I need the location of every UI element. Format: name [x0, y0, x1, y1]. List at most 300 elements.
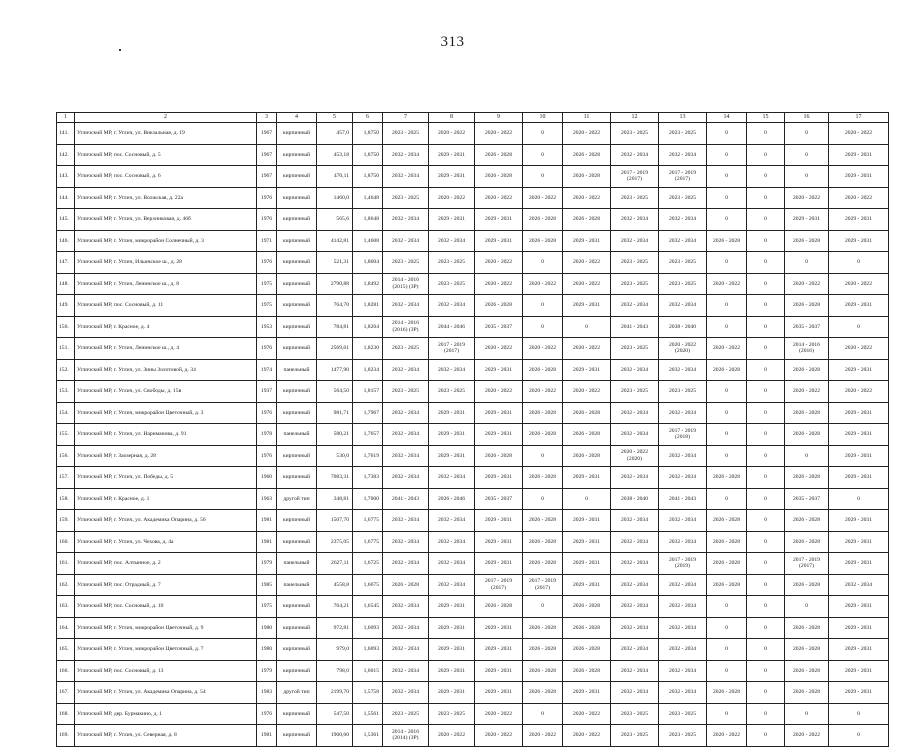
coefficient-cell: 1,7967 — [353, 402, 383, 424]
scan-speck — [119, 49, 121, 51]
table-row — [57, 338, 889, 360]
period-col-10-cell: 2026 - 2028 — [523, 617, 563, 639]
period-col-16-cell: 2026 - 2028 — [785, 660, 829, 682]
period-col-7-cell: 2032 - 2034 — [383, 424, 429, 446]
table-row — [57, 295, 889, 317]
period-col-17-cell: 0 — [829, 316, 889, 338]
period-col-13-cell: 2017 - 2019 (2019) — [659, 553, 707, 575]
period-col-9-cell: 2026 - 2028 — [475, 144, 523, 166]
period-col-9-cell: 2020 - 2022 — [475, 338, 523, 360]
period-col-8-cell: 2023 - 2025 — [429, 252, 475, 274]
period-col-14-cell: 0 — [707, 445, 747, 467]
period-col-10-cell: 0 — [523, 703, 563, 725]
period-col-15-cell: 0 — [747, 639, 785, 661]
coefficient-cell: 1,5561 — [353, 703, 383, 725]
row-number-cell: 151. — [57, 338, 75, 360]
period-col-11-cell: 2026 - 2028 — [563, 639, 611, 661]
period-col-13-cell: 2032 - 2034 — [659, 445, 707, 467]
period-col-17-cell: 2029 - 2031 — [829, 144, 889, 166]
row-number-cell: 146. — [57, 230, 75, 252]
table-row — [57, 682, 889, 704]
area-cell: 1960,60 — [317, 725, 353, 747]
table-row — [57, 230, 889, 252]
coefficient-cell: 1,8750 — [353, 166, 383, 188]
period-col-13-cell: 2032 - 2034 — [659, 209, 707, 231]
coefficient-cell: 1,6775 — [353, 510, 383, 532]
period-col-14-cell: 2026 - 2028 — [707, 682, 747, 704]
area-cell: 348,81 — [317, 488, 353, 510]
row-number-cell: 149. — [57, 295, 75, 317]
period-col-9-cell: 2026 - 2028 — [475, 166, 523, 188]
period-col-17-cell: 2029 - 2031 — [829, 553, 889, 575]
period-col-7-cell: 2032 - 2034 — [383, 617, 429, 639]
period-col-10-cell: 2026 - 2028 — [523, 639, 563, 661]
period-col-9-cell: 2020 - 2022 — [475, 381, 523, 403]
period-col-9-cell: 2029 - 2031 — [475, 209, 523, 231]
row-number-cell: 159. — [57, 510, 75, 532]
period-col-10-cell: 2026 - 2028 — [523, 209, 563, 231]
period-col-13-cell: 2032 - 2034 — [659, 230, 707, 252]
period-col-13-cell: 2032 - 2034 — [659, 467, 707, 489]
period-col-8-cell: 2029 - 2031 — [429, 617, 475, 639]
period-col-9-cell: 2029 - 2031 — [475, 617, 523, 639]
period-col-14-cell: 0 — [707, 381, 747, 403]
period-col-10-cell: 2020 - 2022 — [523, 381, 563, 403]
table-row — [57, 402, 889, 424]
wall-material-cell: другой тип — [277, 488, 317, 510]
address-cell: Угличский МР, пос. Сосновый, д. 10 — [75, 596, 257, 618]
column-number-cell: 5 — [317, 113, 353, 123]
period-col-11-cell: 2026 - 2028 — [563, 617, 611, 639]
row-number-cell: 168. — [57, 703, 75, 725]
coefficient-cell: 1,6093 — [353, 639, 383, 661]
period-col-15-cell: 0 — [747, 230, 785, 252]
period-col-10-cell: 2020 - 2022 — [523, 273, 563, 295]
period-col-11-cell: 2026 - 2028 — [563, 402, 611, 424]
year-built-cell: 1976 — [257, 703, 277, 725]
period-col-17-cell: 2029 - 2031 — [829, 617, 889, 639]
address-cell: Угличский МР, пос. Сосновый, д. 5 — [75, 144, 257, 166]
coefficient-cell: 1,6725 — [353, 553, 383, 575]
period-col-12-cell: 2032 - 2034 — [611, 639, 659, 661]
wall-material-cell: панельный — [277, 359, 317, 381]
period-col-14-cell: 0 — [707, 639, 747, 661]
period-col-10-cell: 2026 - 2028 — [523, 553, 563, 575]
column-number-cell: 1 — [57, 113, 75, 123]
period-col-10-cell: 2026 - 2028 — [523, 402, 563, 424]
period-col-9-cell: 2020 - 2022 — [475, 725, 523, 747]
coefficient-cell: 1,6775 — [353, 531, 383, 553]
period-col-15-cell: 0 — [747, 660, 785, 682]
address-cell: Угличский МР, г. Углич, ул. Северная, д. 8 — [75, 725, 257, 747]
period-col-9-cell: 2029 - 2031 — [475, 424, 523, 446]
coefficient-cell: 1,8281 — [353, 295, 383, 317]
address-cell: Угличский МР, пос. Сосновый, д. 6 — [75, 166, 257, 188]
table-row — [57, 445, 889, 467]
period-col-15-cell: 0 — [747, 123, 785, 145]
year-built-cell: 1979 — [257, 553, 277, 575]
period-col-16-cell: 0 — [785, 252, 829, 274]
year-built-cell: 1976 — [257, 252, 277, 274]
address-cell: Угличский МР, г. Углич, ул. Академика Опарина, д. 54 — [75, 682, 257, 704]
period-col-12-cell: 2038 - 2040 — [611, 488, 659, 510]
wall-material-cell: кирпичный — [277, 273, 317, 295]
period-col-17-cell: 2029 - 2031 — [829, 639, 889, 661]
coefficient-cell: 1,7383 — [353, 467, 383, 489]
period-col-9-cell: 2020 - 2022 — [475, 123, 523, 145]
period-col-13-cell: 2023 - 2025 — [659, 381, 707, 403]
row-number-cell: 153. — [57, 381, 75, 403]
period-col-9-cell: 2029 - 2031 — [475, 660, 523, 682]
row-number-cell: 144. — [57, 187, 75, 209]
period-col-15-cell: 0 — [747, 467, 785, 489]
period-col-9-cell: 2029 - 2031 — [475, 682, 523, 704]
period-col-12-cell: 2032 - 2034 — [611, 144, 659, 166]
period-col-11-cell: 2029 - 2031 — [563, 467, 611, 489]
period-col-15-cell: 0 — [747, 381, 785, 403]
period-col-7-cell: 2023 - 2025 — [383, 123, 429, 145]
area-cell: 2569,61 — [317, 338, 353, 360]
period-col-15-cell: 0 — [747, 510, 785, 532]
period-col-15-cell: 0 — [747, 682, 785, 704]
coefficient-cell: 1,8157 — [353, 381, 383, 403]
period-col-8-cell: 2032 - 2034 — [429, 553, 475, 575]
period-col-15-cell: 0 — [747, 187, 785, 209]
period-col-8-cell: 2020 - 2022 — [429, 187, 475, 209]
row-number-cell: 150. — [57, 316, 75, 338]
period-col-16-cell: 2026 - 2028 — [785, 424, 829, 446]
column-number-cell: 7 — [383, 113, 429, 123]
address-cell: Угличский МР, г. Углич, Ленинское ш., д. 8 — [75, 273, 257, 295]
coefficient-cell: 1,8604 — [353, 252, 383, 274]
column-number-cell: 6 — [353, 113, 383, 123]
period-col-11-cell: 2026 - 2028 — [563, 424, 611, 446]
address-cell: Угличский МР, г. Красное, д. 1 — [75, 488, 257, 510]
column-number-cell: 8 — [429, 113, 475, 123]
period-col-9-cell: 2017 - 2019 (2017) — [475, 574, 523, 596]
area-cell: 530,0 — [317, 445, 353, 467]
period-col-15-cell: 0 — [747, 252, 785, 274]
column-number-cell: 11 — [563, 113, 611, 123]
year-built-cell: 1980 — [257, 639, 277, 661]
period-col-15-cell: 0 — [747, 725, 785, 747]
wall-material-cell: кирпичный — [277, 295, 317, 317]
period-col-16-cell: 2026 - 2028 — [785, 295, 829, 317]
period-col-14-cell: 0 — [707, 295, 747, 317]
period-col-10-cell: 2026 - 2028 — [523, 467, 563, 489]
period-col-8-cell: 2017 - 2019 (2017) — [429, 338, 475, 360]
wall-material-cell: кирпичный — [277, 230, 317, 252]
period-col-12-cell: 2032 - 2034 — [611, 295, 659, 317]
period-col-7-cell: 2032 - 2034 — [383, 295, 429, 317]
period-col-9-cell: 2029 - 2031 — [475, 553, 523, 575]
period-col-9-cell: 2026 - 2028 — [475, 596, 523, 618]
period-col-15-cell: 0 — [747, 402, 785, 424]
period-col-17-cell: 2020 - 2022 — [829, 381, 889, 403]
period-col-11-cell: 2026 - 2028 — [563, 209, 611, 231]
period-col-7-cell: 2032 - 2034 — [383, 166, 429, 188]
coefficient-cell: 1,8750 — [353, 144, 383, 166]
row-number-cell: 142. — [57, 144, 75, 166]
wall-material-cell: кирпичный — [277, 381, 317, 403]
table-row — [57, 531, 889, 553]
period-col-13-cell: 2032 - 2034 — [659, 144, 707, 166]
year-built-cell: 1976 — [257, 209, 277, 231]
period-col-14-cell: 2026 - 2028 — [707, 510, 747, 532]
column-number-cell: 16 — [785, 113, 829, 123]
period-col-9-cell: 2026 - 2028 — [475, 445, 523, 467]
period-col-17-cell: 2020 - 2022 — [829, 123, 889, 145]
period-col-12-cell: 2032 - 2034 — [611, 402, 659, 424]
area-cell: 1460,0 — [317, 187, 353, 209]
area-cell: 764,70 — [317, 295, 353, 317]
period-col-17-cell: 2029 - 2031 — [829, 510, 889, 532]
period-col-8-cell: 2044 - 2046 — [429, 316, 475, 338]
coefficient-cell: 1,8750 — [353, 123, 383, 145]
period-col-7-cell: 2032 - 2034 — [383, 144, 429, 166]
period-col-13-cell: 2032 - 2034 — [659, 596, 707, 618]
period-col-15-cell: 0 — [747, 424, 785, 446]
period-col-15-cell: 0 — [747, 531, 785, 553]
period-col-10-cell: 2026 - 2028 — [523, 424, 563, 446]
year-built-cell: 1980 — [257, 617, 277, 639]
period-col-8-cell: 2026 - 2046 — [429, 488, 475, 510]
period-col-14-cell: 0 — [707, 660, 747, 682]
period-col-7-cell: 2014 - 2016 (2015) (ЗР) — [383, 273, 429, 295]
period-col-17-cell: 2029 - 2031 — [829, 660, 889, 682]
repair-schedule-table — [56, 112, 889, 747]
address-cell: Угличский МР, г. Углич, микрорайон Цветочный, д. 9 — [75, 617, 257, 639]
period-col-15-cell: 0 — [747, 166, 785, 188]
period-col-16-cell: 2026 - 2028 — [785, 467, 829, 489]
period-col-15-cell: 0 — [747, 703, 785, 725]
period-col-11-cell: 2029 - 2031 — [563, 574, 611, 596]
period-col-17-cell: 2029 - 2031 — [829, 467, 889, 489]
period-col-9-cell: 2020 - 2022 — [475, 703, 523, 725]
period-col-11-cell: 2029 - 2031 — [563, 553, 611, 575]
period-col-16-cell: 2020 - 2022 — [785, 273, 829, 295]
period-col-12-cell: 2032 - 2034 — [611, 467, 659, 489]
column-number-cell: 12 — [611, 113, 659, 123]
row-number-cell: 160. — [57, 531, 75, 553]
period-col-16-cell: 0 — [785, 123, 829, 145]
period-col-7-cell: 2032 - 2034 — [383, 359, 429, 381]
period-col-11-cell: 2020 - 2022 — [563, 252, 611, 274]
column-number-cell: 14 — [707, 113, 747, 123]
period-col-16-cell: 0 — [785, 445, 829, 467]
period-col-7-cell: 2023 - 2025 — [383, 187, 429, 209]
period-col-16-cell: 2020 - 2022 — [785, 381, 829, 403]
period-col-11-cell: 2029 - 2031 — [563, 230, 611, 252]
wall-material-cell: кирпичный — [277, 531, 317, 553]
period-col-11-cell: 2020 - 2022 — [563, 273, 611, 295]
table-row — [57, 316, 889, 338]
period-col-9-cell: 2029 - 2031 — [475, 510, 523, 532]
period-col-11-cell: 2026 - 2028 — [563, 144, 611, 166]
table-row — [57, 596, 889, 618]
row-number-cell: 154. — [57, 402, 75, 424]
year-built-cell: 1975 — [257, 295, 277, 317]
period-col-15-cell: 0 — [747, 617, 785, 639]
area-cell: 2375,05 — [317, 531, 353, 553]
period-col-7-cell: 2014 - 2016 (2016) (ЗР) — [383, 316, 429, 338]
address-cell: Угличский МР, дер. Бурмакино, д. 1 — [75, 703, 257, 725]
area-cell: 564,50 — [317, 381, 353, 403]
period-col-12-cell: 2032 - 2034 — [611, 682, 659, 704]
address-cell: Угличский МР, пос. Алтынное, д. 2 — [75, 553, 257, 575]
period-col-8-cell: 2032 - 2034 — [429, 230, 475, 252]
period-col-13-cell: 2032 - 2034 — [659, 402, 707, 424]
period-col-13-cell: 2032 - 2034 — [659, 660, 707, 682]
period-col-7-cell: 2014 - 2016 (2014) (ЗР) — [383, 725, 429, 747]
table-row — [57, 252, 889, 274]
coefficient-cell: 1,6093 — [353, 617, 383, 639]
period-col-12-cell: 2032 - 2034 — [611, 359, 659, 381]
period-col-16-cell: 0 — [785, 596, 829, 618]
period-col-8-cell: 2020 - 2022 — [429, 725, 475, 747]
row-number-cell: 163. — [57, 596, 75, 618]
period-col-11-cell: 2026 - 2028 — [563, 166, 611, 188]
period-col-12-cell: 2023 - 2025 — [611, 338, 659, 360]
period-col-10-cell: 0 — [523, 596, 563, 618]
area-cell: 2790,88 — [317, 273, 353, 295]
coefficient-cell: 1,7619 — [353, 445, 383, 467]
address-cell: Угличский МР, г. Углич, ул. Победы, д. 5 — [75, 467, 257, 489]
coefficient-cell: 1,8230 — [353, 338, 383, 360]
period-col-12-cell: 2023 - 2025 — [611, 252, 659, 274]
period-col-14-cell: 2020 - 2022 — [707, 273, 747, 295]
area-cell: 764,21 — [317, 596, 353, 618]
wall-material-cell: кирпичный — [277, 510, 317, 532]
period-col-13-cell: 2017 - 2019 (2018) — [659, 424, 707, 446]
area-cell: 2627,11 — [317, 553, 353, 575]
year-built-cell: 1976 — [257, 402, 277, 424]
table-row — [57, 424, 889, 446]
table-row — [57, 703, 889, 725]
period-col-10-cell: 0 — [523, 316, 563, 338]
period-col-8-cell: 2029 - 2031 — [429, 166, 475, 188]
table-row — [57, 467, 889, 489]
period-col-15-cell: 0 — [747, 295, 785, 317]
coefficient-cell: 1,8264 — [353, 316, 383, 338]
address-cell: Угличский МР, г. Углич, ул. Свободы, д. 15в — [75, 381, 257, 403]
period-col-9-cell: 2020 - 2022 — [475, 273, 523, 295]
period-col-13-cell: 2032 - 2034 — [659, 682, 707, 704]
period-col-8-cell: 2029 - 2031 — [429, 445, 475, 467]
wall-material-cell: кирпичный — [277, 596, 317, 618]
row-number-cell: 157. — [57, 467, 75, 489]
period-col-14-cell: 0 — [707, 402, 747, 424]
period-col-13-cell: 2032 - 2034 — [659, 574, 707, 596]
period-col-16-cell: 2026 - 2028 — [785, 682, 829, 704]
period-col-10-cell: 0 — [523, 123, 563, 145]
table-row — [57, 187, 889, 209]
period-col-7-cell: 2041 - 2043 — [383, 488, 429, 510]
period-col-13-cell: 2023 - 2025 — [659, 725, 707, 747]
area-cell: 547,50 — [317, 703, 353, 725]
period-col-14-cell: 2020 - 2022 — [707, 338, 747, 360]
area-cell: 457,0 — [317, 123, 353, 145]
period-col-8-cell: 2029 - 2031 — [429, 660, 475, 682]
period-col-12-cell: 2023 - 2025 — [611, 273, 659, 295]
period-col-7-cell: 2032 - 2034 — [383, 510, 429, 532]
period-col-8-cell: 2029 - 2031 — [429, 402, 475, 424]
coefficient-cell: 1,5758 — [353, 682, 383, 704]
row-number-cell: 152. — [57, 359, 75, 381]
period-col-17-cell: 0 — [829, 252, 889, 274]
period-col-17-cell: 0 — [829, 703, 889, 725]
period-col-10-cell: 0 — [523, 295, 563, 317]
area-cell: 972,81 — [317, 617, 353, 639]
table-row — [57, 510, 889, 532]
coefficient-cell: 1,8648 — [353, 209, 383, 231]
wall-material-cell: кирпичный — [277, 703, 317, 725]
period-col-11-cell: 2020 - 2022 — [563, 187, 611, 209]
period-col-9-cell: 2029 - 2031 — [475, 531, 523, 553]
address-cell: Угличский МР, г. Углич, ул. Чехова, д. 4а — [75, 531, 257, 553]
period-col-15-cell: 0 — [747, 488, 785, 510]
wall-material-cell: кирпичный — [277, 252, 317, 274]
period-col-12-cell: 2032 - 2034 — [611, 553, 659, 575]
table-row — [57, 639, 889, 661]
period-col-9-cell: 2029 - 2031 — [475, 230, 523, 252]
wall-material-cell: кирпичный — [277, 187, 317, 209]
period-col-13-cell: 2023 - 2025 — [659, 123, 707, 145]
period-col-12-cell: 2023 - 2025 — [611, 187, 659, 209]
period-col-7-cell: 2023 - 2025 — [383, 381, 429, 403]
period-col-8-cell: 2032 - 2034 — [429, 467, 475, 489]
column-number-row — [57, 113, 889, 123]
period-col-14-cell: 2020 - 2022 — [707, 725, 747, 747]
wall-material-cell: панельный — [277, 574, 317, 596]
area-cell: 784,81 — [317, 316, 353, 338]
period-col-17-cell: 2029 - 2031 — [829, 682, 889, 704]
row-number-cell: 161. — [57, 553, 75, 575]
period-col-10-cell: 2020 - 2022 — [523, 338, 563, 360]
table-row — [57, 273, 889, 295]
period-col-11-cell: 2029 - 2031 — [563, 295, 611, 317]
period-col-7-cell: 2032 - 2034 — [383, 531, 429, 553]
period-col-14-cell: 0 — [707, 187, 747, 209]
period-col-13-cell: 2038 - 2040 — [659, 316, 707, 338]
row-number-cell: 143. — [57, 166, 75, 188]
period-col-11-cell: 2020 - 2022 — [563, 381, 611, 403]
address-cell: Угличский МР, г. Углич, ул. Зины Золотовой, д. 34 — [75, 359, 257, 381]
wall-material-cell: кирпичный — [277, 123, 317, 145]
address-cell: Угличский МР, г. Углич, Ильинское ш., д. 28 — [75, 252, 257, 274]
address-cell: Угличский МР, г. Углич, микрорайон Солнечный, д. 3 — [75, 230, 257, 252]
period-col-17-cell: 2029 - 2031 — [829, 230, 889, 252]
coefficient-cell: 1,5361 — [353, 725, 383, 747]
year-built-cell: 1981 — [257, 531, 277, 553]
period-col-8-cell: 2032 - 2034 — [429, 359, 475, 381]
table-row — [57, 574, 889, 596]
area-cell: 1507,70 — [317, 510, 353, 532]
year-built-cell: 1937 — [257, 381, 277, 403]
period-col-16-cell: 0 — [785, 144, 829, 166]
address-cell: Угличский МР, пос. Сосновый, д. 13 — [75, 660, 257, 682]
period-col-12-cell: 2032 - 2034 — [611, 574, 659, 596]
period-col-8-cell: 2032 - 2034 — [429, 531, 475, 553]
year-built-cell: 1978 — [257, 424, 277, 446]
period-col-14-cell: 0 — [707, 617, 747, 639]
wall-material-cell: кирпичный — [277, 617, 317, 639]
address-cell: Угличский МР, пос. Отрадный, д. 7 — [75, 574, 257, 596]
area-cell: 470,11 — [317, 166, 353, 188]
row-number-cell: 141. — [57, 123, 75, 145]
period-col-7-cell: 2032 - 2034 — [383, 660, 429, 682]
period-col-15-cell: 0 — [747, 596, 785, 618]
